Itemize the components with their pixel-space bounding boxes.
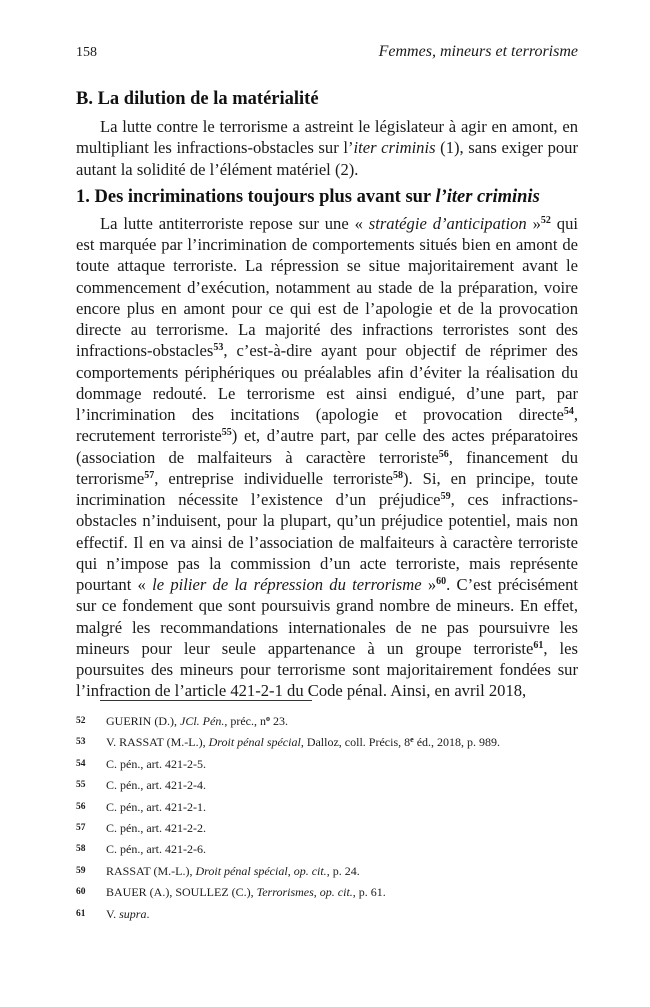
footnote [76,864,578,885]
footnote-number: 58 [76,844,86,855]
footnote-number: 59 [76,865,86,876]
footnote-number: 53 [76,737,86,748]
footnote-number: 54 [76,758,86,769]
footnote [76,735,578,756]
footnote-ref[interactable]: 61 [533,639,544,651]
section-b-intro: La lutte contre le terrorisme a astreint le législateur à agir en amont, en multipliant les infractions-obstacles sur l’iter criminis (1), sans exiger pour autant la solidité de l’élément matériel (2). [76,117,578,179]
footnote [76,778,578,799]
footnote-number: 55 [76,780,86,791]
main-paragraph: La lutte antiterroriste repose sur une « stratégie d’anticipation »$^{52}$ qui est marquée par l’incrimination de comportements situés bien en amont de toute attaque terroriste. La répression se situe majoritairement avant le commencement d’exécution, notamment au stade de la préparation, voire encore plus en amont pour ce qui est de l’apologie et de la provocation directe au terrorisme. La majorité des infractions terroristes sont des infractions-obstacles$^{53}$, c’est-à-dire ayant pour objectif de réprimer des comportements périphériques ou préalables afin d’éviter la réalisation du dommage redouté. Le terrorisme est ainsi endigué, d’une part, par l’incrimination des incitations (apologie et provocation directe$^{54}$, recrutement terroriste$^{55}$) et, d’autre part, par celle des actes préparatoires (association de malfaiteurs à caractère terroriste$^{56}$, financement du terrorisme$^{57}$, entreprise individuelle terroriste$^{58}$). Si, en principe, toute incrimination nécessite l’existence d’un préjudice$^{59}$, ces infractions-obstacles n’induisent, pour la plupart, qu’un préjudice potentiel, mais non effectif. Il en va ainsi de l’association de malfaiteurs à caractère terroriste qui n’impose pas la commission d’un acte terroriste, mais représente pourtant « le pilier de la répression du terrorisme »$^{60}$. C’est précisément sur ce fondement que sont poursuivis grand nombre de mineurs. En effet, malgré les recommandations internationales de ne pas poursuivre les mineurs pour leur seule appartenance à un groupe terroriste$^{61}$, les poursuites des mineurs pour terrorisme sont majoritairement fondées sur l’infraction de l’article 421-2-1 du Code pénal. Ainsi, en avril 2018, [76,213,579,701]
footnote-text: C. pén., art. 421-2-5. [106,756,206,771]
footnote-number: 61 [76,908,86,919]
footnote-text: C. pén., art. 421-2-6. [106,842,206,857]
footnote-text: C. pén., art. 421-2-4. [106,778,206,793]
footnote [76,885,578,906]
footnote-text: RASSAT (M.-L.), Droit pénal spécial, op. cit., p. 24. [106,863,360,878]
footnote [76,842,578,863]
footnote-text: GUERIN (D.), JCl. Pén., préc., $n^o$ 23. [106,714,288,728]
footnote-ref[interactable]: 52 [540,214,551,226]
page-number: 158 [76,45,97,60]
page-body [76,88,578,702]
footnote-ref[interactable]: 59 [440,491,451,502]
footnote-text: V. supra. [106,906,150,921]
section-1-heading: 1. Des incriminations toujours plus avant sur l’iter criminis [76,186,540,207]
footnote-ref[interactable]: 56 [438,448,449,460]
footnote-ref[interactable]: 58 [392,469,403,481]
footnote-ref[interactable]: 60 [436,576,447,587]
footnote-number: 57 [76,822,86,833]
section-b-heading: B. La dilution de la matérialité [76,89,319,109]
running-header [76,45,578,65]
footnote [76,907,578,928]
footnote [76,714,578,735]
footnote-text: C. pén., art. 421-2-1. [106,799,206,814]
footnotes [76,714,578,928]
footnote-ref[interactable]: 57 [144,469,155,481]
running-title: Femmes, mineurs et terrorisme [378,43,578,60]
footnote-ref[interactable]: 55 [221,427,232,439]
footnote-text: BAUER (A.), SOULLEZ (C.), Terrorismes, op. cit., p. 61. [106,885,386,900]
footnote-text: V. RASSAT (M.-L.), Droit pénal spécial, Dalloz, coll. Précis, 8e éd., 2018, p. 989. [106,735,501,750]
footnote-text: C. pén., art. 421-2-2. [106,820,206,835]
footnote-number: 60 [76,887,86,898]
footnote-number: 52 [76,716,86,726]
footnote [76,821,578,842]
footnote-ref[interactable]: 54 [563,406,574,417]
footnote-ref[interactable]: 53 [213,342,224,354]
footnote-number: 56 [76,801,86,812]
footnote [76,757,578,778]
footnote-separator [100,700,312,701]
footnote [76,800,578,821]
